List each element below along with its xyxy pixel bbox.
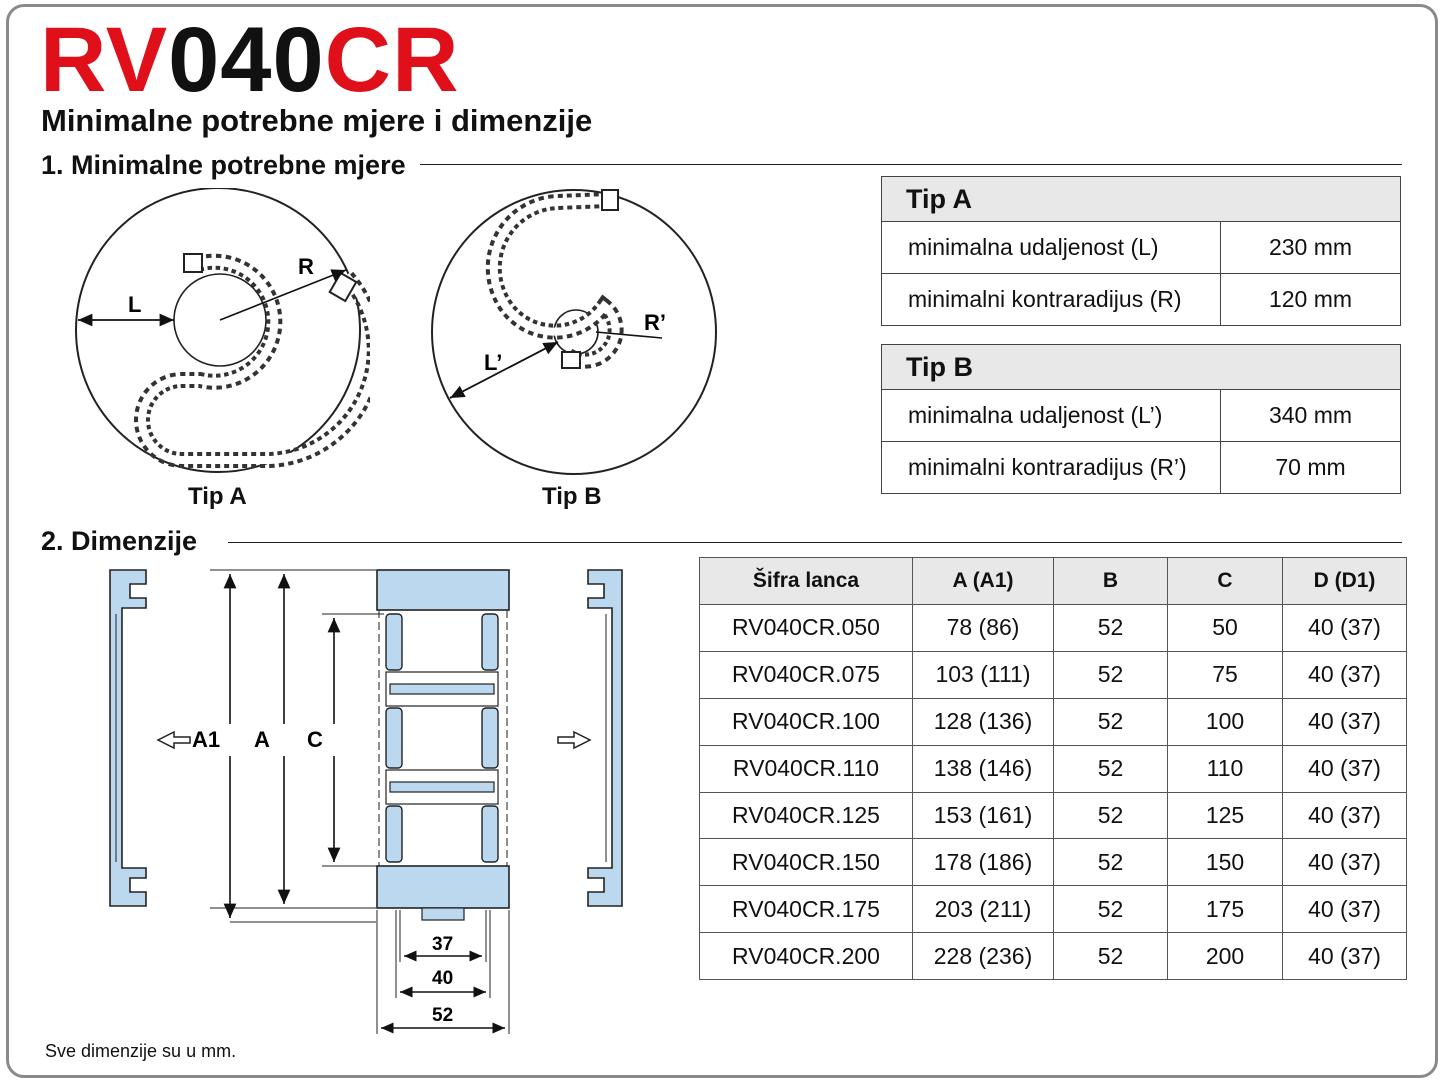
arrow-right-icon xyxy=(558,732,590,748)
section-2-rule xyxy=(228,542,1402,543)
table-cell: 103 (111) xyxy=(913,651,1054,698)
table-cell: 40 (37) xyxy=(1283,886,1407,933)
table-cell: RV040CR.110 xyxy=(700,745,913,792)
link-top-bar xyxy=(377,570,509,610)
table-cell: 203 (211) xyxy=(913,886,1054,933)
table-row xyxy=(700,698,1407,745)
table-row xyxy=(882,274,1401,326)
tip-b-chain-end-2 xyxy=(562,352,580,368)
right-side-plate xyxy=(588,570,622,906)
table-cell: 52 xyxy=(1054,605,1168,652)
dimension-drawing xyxy=(100,560,640,1040)
table-cell: RV040CR.125 xyxy=(700,792,913,839)
col-header: Šifra lanca xyxy=(700,558,913,605)
dimensions-table xyxy=(699,557,1407,980)
tip-b-row-value: 340 mm xyxy=(1221,390,1401,442)
table-cell: 40 (37) xyxy=(1283,605,1407,652)
arrow-left-icon xyxy=(158,732,190,748)
link-bottom-bar xyxy=(377,866,509,908)
table-cell: 52 xyxy=(1054,886,1168,933)
label-a1: A1 xyxy=(192,727,221,752)
tip-a-table-title: Tip A xyxy=(882,177,1401,222)
tip-a-row-label: minimalni kontraradijus (R) xyxy=(882,274,1221,326)
table-cell: 50 xyxy=(1168,605,1283,652)
table-row xyxy=(882,222,1401,274)
table-row xyxy=(700,933,1407,980)
table-header-row xyxy=(700,558,1407,605)
tip-b-label-l: L’ xyxy=(484,350,503,375)
table-cell: 100 xyxy=(1168,698,1283,745)
tip-a-row-value: 120 mm xyxy=(1221,274,1401,326)
table-cell: 40 (37) xyxy=(1283,792,1407,839)
table-cell: 52 xyxy=(1054,839,1168,886)
crossbar-1 xyxy=(390,684,494,694)
tip-a-row-label: minimalna udaljenost (L) xyxy=(882,222,1221,274)
tip-a-label-r: R xyxy=(298,254,314,279)
table-cell: RV040CR.150 xyxy=(700,839,913,886)
table-cell: 78 (86) xyxy=(913,605,1054,652)
section-1-rule xyxy=(420,164,1402,165)
section-1-title: 1. Minimalne potrebne mjere xyxy=(41,150,406,180)
table-cell: 75 xyxy=(1168,651,1283,698)
table-cell: RV040CR.100 xyxy=(700,698,913,745)
page-subtitle: Minimalne potrebne mjere i dimenzije xyxy=(41,103,593,138)
table-cell: RV040CR.200 xyxy=(700,933,913,980)
tip-b-label-r: R’ xyxy=(644,310,666,335)
table-row xyxy=(700,651,1407,698)
tip-b-row-label: minimalni kontraradijus (R’) xyxy=(882,442,1221,494)
table-cell: 40 (37) xyxy=(1283,839,1407,886)
label-c: C xyxy=(307,727,323,752)
col-header: B xyxy=(1054,558,1168,605)
tip-a-caption: Tip A xyxy=(188,483,247,510)
table-cell: RV040CR.050 xyxy=(700,605,913,652)
tip-b-diagram xyxy=(428,186,720,478)
tip-a-diagram xyxy=(70,188,370,478)
table-cell: 138 (146) xyxy=(913,745,1054,792)
table-row xyxy=(700,745,1407,792)
table-row xyxy=(700,605,1407,652)
tip-b-table xyxy=(881,344,1401,494)
table-cell: RV040CR.075 xyxy=(700,651,913,698)
dimensions-table-body xyxy=(700,605,1407,980)
table-cell: 40 (37) xyxy=(1283,745,1407,792)
table-cell: 128 (136) xyxy=(913,698,1054,745)
table-cell: 52 xyxy=(1054,933,1168,980)
product-title: RV040CR xyxy=(40,9,460,111)
tip-b-caption: Tip B xyxy=(542,483,602,510)
table-cell: 125 xyxy=(1168,792,1283,839)
dim-52: 52 xyxy=(432,1005,454,1026)
dim-37: 37 xyxy=(432,934,454,955)
table-cell: 110 xyxy=(1168,745,1283,792)
table-row xyxy=(882,390,1401,442)
table-cell: 153 (161) xyxy=(913,792,1054,839)
table-cell: 175 xyxy=(1168,886,1283,933)
label-a: A xyxy=(254,727,270,752)
table-row xyxy=(882,442,1401,494)
crossbar-2 xyxy=(390,782,494,792)
tip-b-chain-end xyxy=(602,190,618,210)
table-cell: 228 (236) xyxy=(913,933,1054,980)
dim-40: 40 xyxy=(432,968,454,989)
tip-b-row-value: 70 mm xyxy=(1221,442,1401,494)
table-cell: 52 xyxy=(1054,745,1168,792)
tip-a-chain-end xyxy=(184,254,202,272)
tip-a-label-l: L xyxy=(128,292,142,317)
footer-note: Sve dimenzije su u mm. xyxy=(45,1041,237,1061)
table-cell: 52 xyxy=(1054,651,1168,698)
table-cell: 200 xyxy=(1168,933,1283,980)
col-header: C xyxy=(1168,558,1283,605)
left-side-plate xyxy=(110,570,146,906)
table-cell: 52 xyxy=(1054,698,1168,745)
section-2-title: 2. Dimenzije xyxy=(41,526,198,556)
table-cell: 40 (37) xyxy=(1283,698,1407,745)
table-row xyxy=(700,886,1407,933)
table-row xyxy=(700,839,1407,886)
table-cell: 150 xyxy=(1168,839,1283,886)
table-row xyxy=(700,792,1407,839)
table-cell: 178 (186) xyxy=(913,839,1054,886)
table-cell: RV040CR.175 xyxy=(700,886,913,933)
table-cell: 40 (37) xyxy=(1283,651,1407,698)
tip-b-table-title: Tip B xyxy=(882,345,1401,390)
table-cell: 40 (37) xyxy=(1283,933,1407,980)
tip-a-row-value: 230 mm xyxy=(1221,222,1401,274)
table-cell: 52 xyxy=(1054,792,1168,839)
tip-a-table xyxy=(881,176,1401,326)
tip-b-row-label: minimalna udaljenost (L’) xyxy=(882,390,1221,442)
col-header: A (A1) xyxy=(913,558,1054,605)
col-header: D (D1) xyxy=(1283,558,1407,605)
